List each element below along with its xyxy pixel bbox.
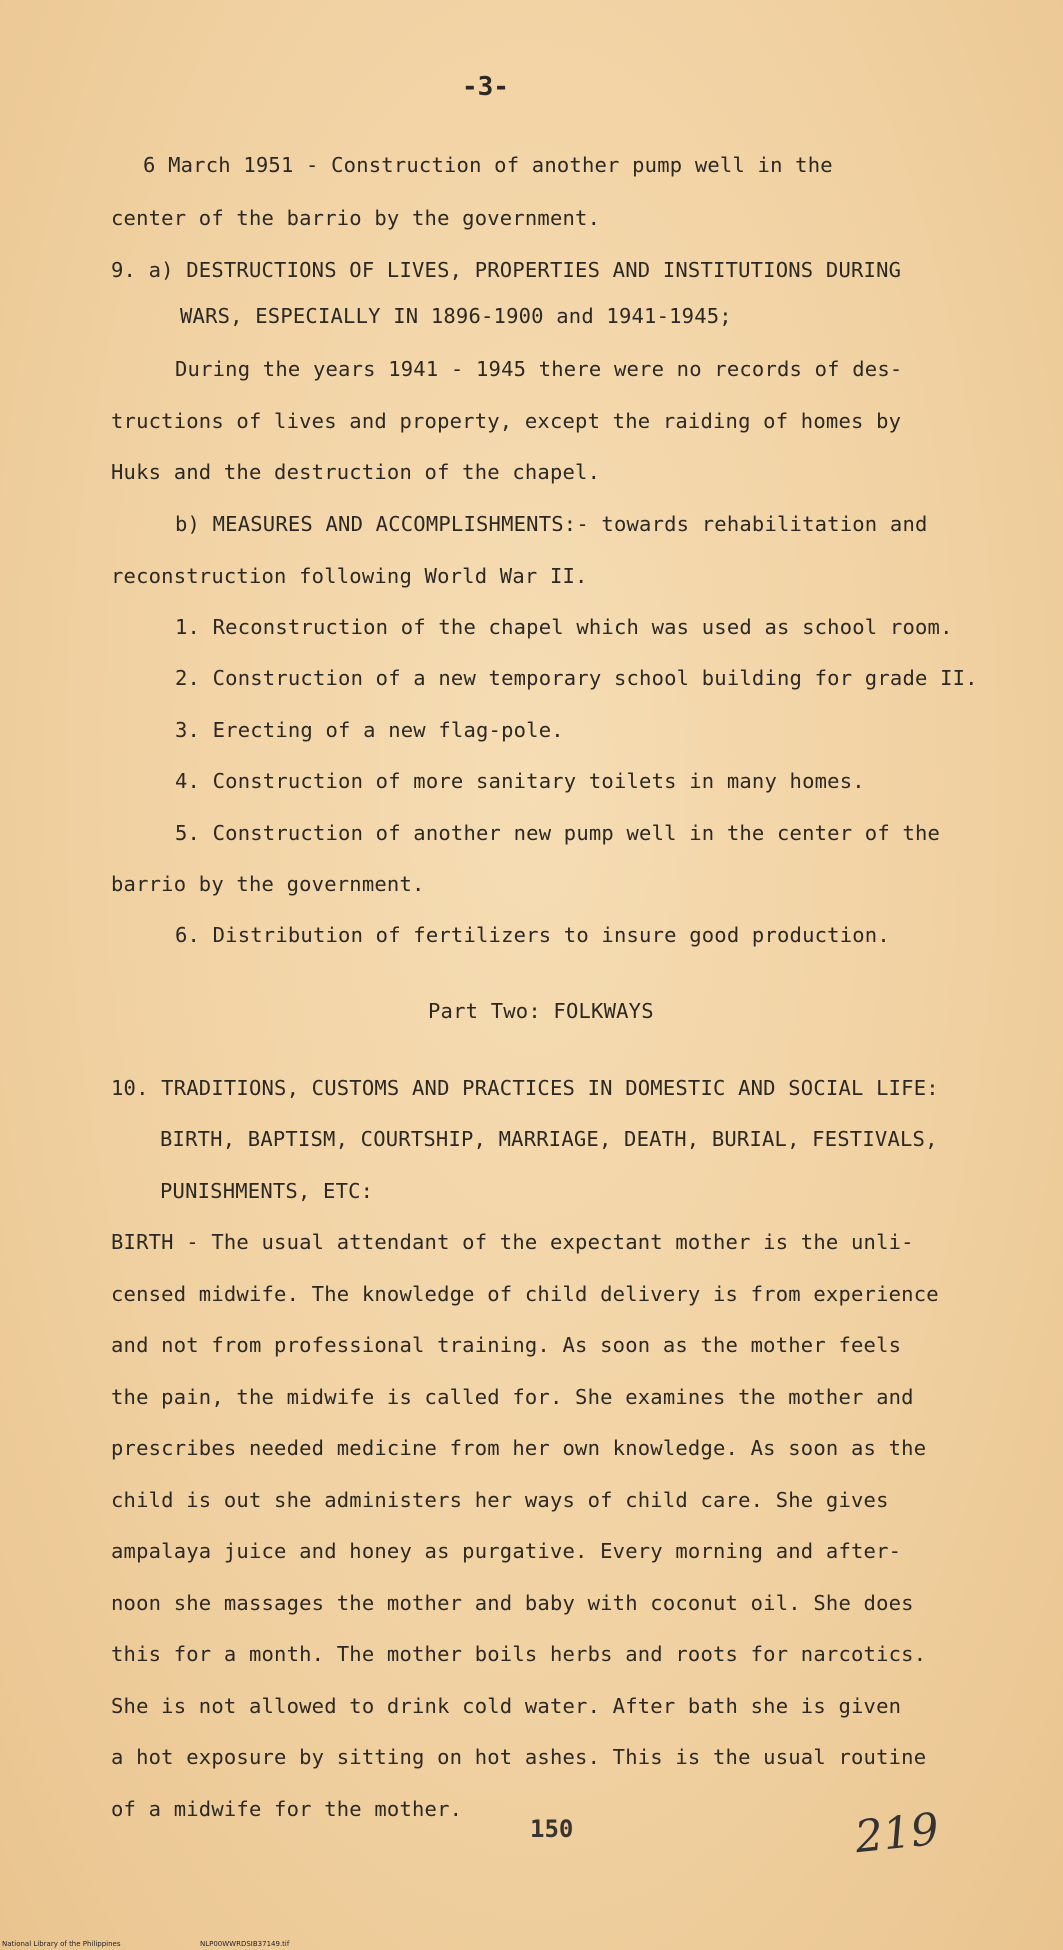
text-line: center of the barrio by the government. [111,206,601,230]
text-line: She is not allowed to drink cold water. After bath she is given [111,1694,902,1718]
text-line: of a midwife for the mother. [111,1797,463,1821]
text-line: child is out she administers her ways of child care. She gives [111,1488,889,1512]
part-heading: Part Two: FOLKWAYS [428,999,654,1023]
section-heading-line: WARS, ESPECIALLY IN 1896-1900 and 1941-1945; [180,304,732,328]
text-line: 6 March 1951 - Construction of another pump well in the [143,153,833,177]
list-item: 1. Reconstruction of the chapel which was used as school room. [175,615,953,639]
text-line: barrio by the government. [111,872,425,896]
list-item: 4. Construction of more sanitary toilets in many homes. [175,769,865,793]
section-heading-line: PUNISHMENTS, ETC: [160,1179,374,1203]
text-line: prescribes needed medicine from her own knowledge. As soon as the [111,1436,927,1460]
section-heading-line: 10. TRADITIONS, CUSTOMS AND PRACTICES IN DOMESTIC AND SOCIAL LIFE: [111,1076,939,1100]
text-line: a hot exposure by sitting on hot ashes. This is the usual routine [111,1745,927,1769]
list-item: 2. Construction of a new temporary school building for grade II. [175,666,978,690]
section-heading-line: b) MEASURES AND ACCOMPLISHMENTS:- towards rehabilitation and [175,512,928,536]
list-item: 6. Distribution of fertilizers to insure good production. [175,923,890,947]
text-line: tructions of lives and property, except the raiding of homes by [111,409,902,433]
section-heading-line: BIRTH, BAPTISM, COURTSHIP, MARRIAGE, DEATH, BURIAL, FESTIVALS, [160,1127,938,1151]
footer-library: National Library of the Philippines [2,1940,121,1948]
handwritten-page-number: 219 [852,1803,942,1864]
list-item: 5. Construction of another new pump well in the center of the [175,821,941,845]
section-heading-line: 9. a) DESTRUCTIONS OF LIVES, PROPERTIES AND INSTITUTIONS DURING [111,258,902,282]
text-line: Huks and the destruction of the chapel. [111,460,601,484]
footer-filename: NLP00WWRDSIB37149.tif [200,1940,290,1948]
text-line: ampalaya juice and honey as purgative. Every morning and after- [111,1539,902,1563]
scan-footer [0,1938,1063,1950]
text-line: BIRTH - The usual attendant of the expectant mother is the unli- [111,1230,914,1254]
page-number: -3- [462,72,509,102]
list-item: 3. Erecting of a new flag-pole. [175,718,564,742]
text-line: During the years 1941 - 1945 there were no records of des- [175,357,903,381]
text-line: the pain, the midwife is called for. She examines the mother and [111,1385,914,1409]
text-line: reconstruction following World War II. [111,564,588,588]
text-line: and not from professional training. As soon as the mother feels [111,1333,902,1357]
stamped-number: 150 [530,1815,574,1843]
text-line: this for a month. The mother boils herbs and roots for narcotics. [111,1642,927,1666]
text-line: censed midwife. The knowledge of child delivery is from experience [111,1282,939,1306]
text-line: noon she massages the mother and baby with coconut oil. She does [111,1591,914,1615]
